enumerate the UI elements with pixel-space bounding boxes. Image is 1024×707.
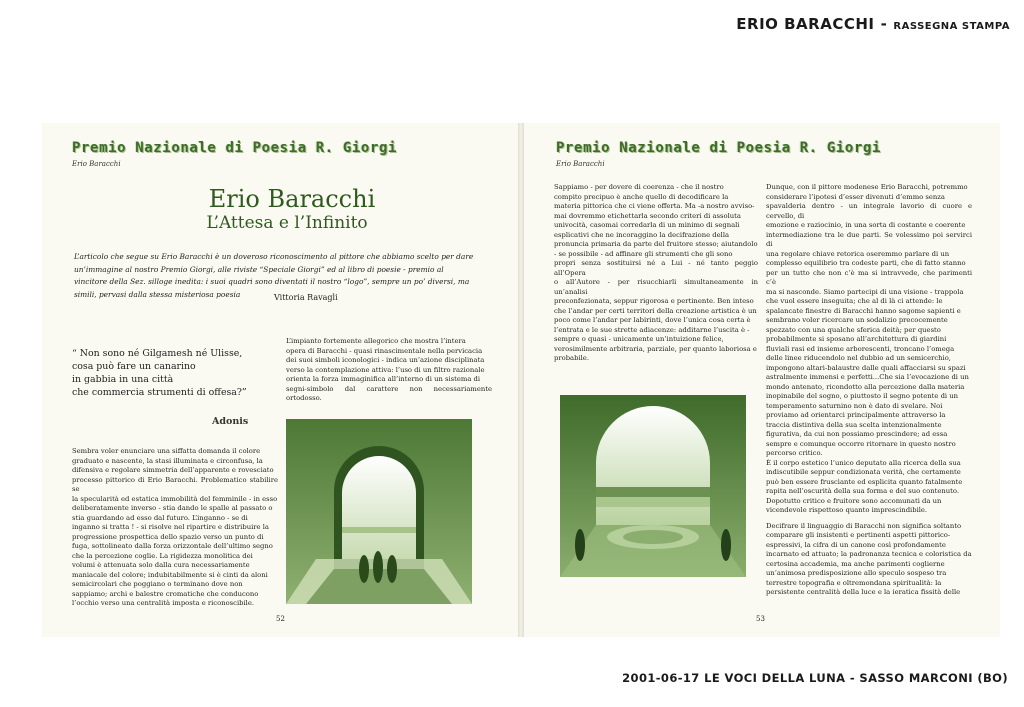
text-line: spalancate finestre di Baracchi hanno sagome sapienti e [766, 306, 961, 315]
text-line: spavalderia dentro - un integrale lavorio di cuore e cervello, di [766, 202, 972, 220]
text-line: l’occhio verso una centralità imposta e riconoscibile. [72, 599, 255, 607]
text-line: inopinabile del sogno, o piuttosto il segno potente di un [766, 392, 959, 400]
text-line: incarnato ed attuato; la padronanza tecnica e coloristica da [766, 550, 972, 558]
magazine-spread [42, 123, 1000, 637]
article-subtitle: L’Attesa e l’Infinito [206, 213, 368, 233]
text-line: materia pittorica che ci viene offerta. Ma -a nostro avviso- [554, 202, 755, 210]
text-line: preconfezionata, seppur rigorosa e pertinente. Ben inteso [554, 297, 754, 305]
text-line: univocità, casomai corredarla di un minimo di segnali [554, 221, 740, 229]
text-line: inganno si tratta ! - si risolve nel ripartire e distribuire la [72, 523, 269, 531]
left-banner: Premio Nazionale di Poesia R. Giorgi [72, 140, 398, 156]
poem-line: in gabbia in una città [72, 374, 174, 385]
text-line: la specularità ed estatica immobilità del femminile - in esso [72, 494, 278, 503]
text-line: verosimilmente arbitraria, parziale, per quanto laboriosa e [554, 344, 757, 353]
text-line: intermediazione tra le due parti. Se volessimo poi servirci di [766, 230, 972, 248]
text-line: volumi è attenuata solo dalla cura necessariamente [72, 561, 250, 569]
right-column-2 [766, 183, 972, 598]
text-line: mai dovremmo etichettarla secondo criteri di assoluta [554, 211, 741, 220]
intro-line: simili, pervasi dalla stessa misteriosa poesia [74, 289, 241, 299]
intro-line: vincitore della Sez. silloge inedita: i suoi quadri sono diventati il nostro “logo”, sempre un po’ diversi, ma [74, 277, 470, 286]
text-line: deliberatamente inverso - stia dando le spalle al passato o [72, 504, 273, 512]
poem-line: cosa può fare un canarino [72, 361, 196, 372]
text-line: indiscutibile seppur condizionata verità, che certamente [766, 468, 961, 476]
text-line: terrestre topografia e oltremondana spiritualità: la [766, 578, 942, 587]
painting-window-figures [286, 419, 472, 604]
text-line: impongono altari-balaustre dalle quali affacciarsi su spazi [766, 363, 966, 372]
text-line: graduato e nascente, la stasi illuminata e circonfusa, la [72, 456, 263, 465]
text-line: compito precipuo è anche quello di decodificare la [554, 192, 729, 201]
text-line: astralmente immensi e perfetti...Che sia l’evocazione di un [766, 373, 969, 381]
text-line: - se possibile - ad affinare gli strumenti che gli sono [554, 249, 733, 258]
text-line: spezzato con una qualche sferica deità; per questo [766, 325, 941, 334]
text-line: figurativa, da cui non possiamo prescindere; ad essa [766, 430, 948, 438]
text-line: un’animosa predisposizione allo speculo sospeso tra [766, 569, 947, 577]
text-line: difensiva e regolare simmetria dell’apparente e rovesciato [72, 466, 274, 474]
text-line: probabile. [554, 354, 589, 362]
text-line: fluviali rasi ed insieme arborescenti, troncano l’omega [766, 344, 955, 353]
text-line: traccia distintiva della sua scelta intenzionalmente [766, 420, 942, 429]
text-line: certosina accademia, ma anche parimenti coglierne [766, 559, 945, 568]
header-name: ERIO BARACCHI [736, 15, 875, 33]
text-line: rapita nell’oscurità della sua forma e del suo contenuto. [766, 487, 959, 495]
text-line: espressivi, la cifra di un canone così profondamente [766, 540, 946, 549]
right-author-small: Erio Baracchi [556, 160, 605, 168]
text-line: ma si nasconde. Siamo partecipi di una visione - trappola [766, 287, 964, 296]
text-line: processo pittorico di Erio Baracchi. Problematico stabilire se [72, 475, 278, 493]
right-banner: Premio Nazionale di Poesia R. Giorgi [556, 140, 882, 156]
text-line: comparare gli insistenti e pertinenti aspetti pittorico- [766, 531, 951, 539]
text-line: verso la contemplazione attiva: l’uso di un filtro razionale [286, 365, 485, 374]
intro-line: L’articolo che segue su Erio Baracchi è un doveroso riconoscimento al pittore che abbiamo scelto per dare [74, 252, 474, 261]
text-line: vicendevole rispettoso quanto imprescindibile. [766, 506, 928, 514]
text-line: persistente centralità della luce e la ieratica fissità delle [766, 588, 961, 596]
text-line: temperamento saturnino non è dato di svelare. Noi [766, 401, 943, 410]
text-line: segni-simbolo dal carattere non necessariamente ortodosso. [286, 384, 492, 402]
text-line: semicircolari che poggiano o terminano dove non [72, 580, 243, 588]
text-line: o all’Autore - per risucchiarli simultaneamente in un’analisi [554, 278, 758, 296]
left-author-small: Erio Baracchi [72, 160, 121, 168]
text-line: complesso equilibrio tra codeste parti, che di fatto stanno [766, 259, 966, 267]
text-line: delle linee riducendolo nel dubbio ad un semicerchio, [766, 354, 951, 362]
text-line: stia guardando ad esso dal futuro. L’inganno - se di [72, 513, 248, 522]
text-line: progressione prospettica dello spazio verso un punto di [72, 532, 264, 541]
text-line: maniacale del colore; indubitabilmente si è cinti da aloni [72, 570, 268, 579]
text-line: l’entrata e le sue strette adiacenze: additarne l’uscita è - [554, 325, 750, 334]
footer-caption: 2001-06-17 LE VOCI DELLA LUNA - SASSO MARCONI (BO) [622, 671, 1008, 685]
text-line: dei suoi simboli iconologici - indica un’azione disciplinata [286, 356, 485, 364]
text-line: È il corpo estetico l’unico deputato alla ricerca della sua [766, 458, 961, 467]
header-separator: - [880, 15, 888, 33]
text-line: propri senza sostituirsi né a Lui - né tanto peggio all’Opera [554, 259, 758, 277]
poem-author: Adonis [212, 416, 249, 427]
text-line: mondo antenato, ricondotto alla percezione dalla materia [766, 382, 965, 391]
text-line: proviamo ad orientarci principalmente attraverso la [766, 411, 946, 419]
text-line: che vuol essere inseguita; che al di là ci attende: le [766, 297, 943, 305]
page-number-right: 53 [756, 615, 765, 623]
article-title: Erio Baracchi [208, 185, 376, 213]
text-line: probabilmente si sposano all’architettura di giardini [766, 335, 947, 343]
painting-arch-pool [560, 395, 746, 577]
poem-line: “ Non sono né Gilgamesh né Ulisse, [72, 348, 243, 359]
page-number-left: 52 [276, 615, 285, 623]
text-line: può ben essere fruscìante ed esplicita quanto fatalmente [766, 477, 963, 486]
poem-quote [72, 347, 282, 399]
text-line: Decifrare il linguaggio di Baracchi non significa soltanto [766, 521, 962, 530]
text-line: poco come l’andar per labirinti, dove l’unica cosa certa è [554, 316, 751, 324]
text-line: considerare l’ipotesi d’esser divenuti d’emmo senza [766, 192, 945, 201]
left-right-column [286, 337, 492, 404]
text-line: che la percezione coglie. La rigidezza monolitica dei [72, 551, 253, 560]
text-line: fuga, sottolineato dalla forza orizzontale dell’ultimo segno [72, 542, 273, 550]
right-column-1 [554, 183, 758, 364]
text-line: esplicativi che ne incoraggino la decifrazione della [554, 230, 730, 239]
text-line: sembrano voler ricercare un sodalizio precocemente [766, 316, 948, 324]
text-line: percorso critico. [766, 449, 823, 457]
right-page [524, 123, 1000, 637]
text-line: Sembra voler enunciare una siffatta domanda il colore [72, 447, 261, 455]
poem-line: che commercia strumenti di offesa?” [72, 387, 247, 398]
text-line: emozione e raziocinio, in una sorta di costante e coerente [766, 221, 966, 229]
left-page [42, 123, 518, 637]
text-line: pronuncia primaria da parte del fruitore stesso; aiutandolo [554, 240, 758, 248]
text-line: per un tutto che non c’è ma si intravvede, che parimenti c’è [766, 268, 972, 286]
text-line: Dunque, con il pittore modenese Erio Baracchi, potremmo [766, 183, 968, 191]
header-subtitle: RASSEGNA STAMPA [893, 21, 1010, 32]
text-line: L’impianto fortemente allegorico che mostra l’intera [286, 337, 466, 345]
text-line: una regolare chiave retorica oseremmo parlare di un [766, 249, 950, 258]
signature: Vittoria Ravagli [274, 293, 338, 302]
text-line: opera di Baracchi - quasi rinascimentale nella pervicacia [286, 346, 483, 355]
intro-line: un’immagine al nostro Premio Giorgi, alle riviste “Speciale Giorgi” ed al libro di poesie - premio al [74, 264, 444, 274]
text-line: che l’andar per certi territori della creazione artistica è un [554, 306, 757, 315]
text-line: sempre e comunque occorre ritornare in questo nostro [766, 439, 956, 448]
text-line: Sappiamo - per dovere di coerenza - che il nostro [554, 183, 724, 191]
header [736, 14, 1010, 33]
text-line: sempre o quasi - unicamente un’intuizione felice, [554, 335, 724, 343]
text-line: sappiamo; archi e balestre cromatiche che conducono [72, 589, 259, 598]
text-line: orienta la forza immaginifica all’interno di un sistema di [286, 375, 481, 383]
left-body-column [72, 447, 278, 609]
text-line: Dopotutto critico e fruitore sono accomunati da un [766, 496, 942, 505]
